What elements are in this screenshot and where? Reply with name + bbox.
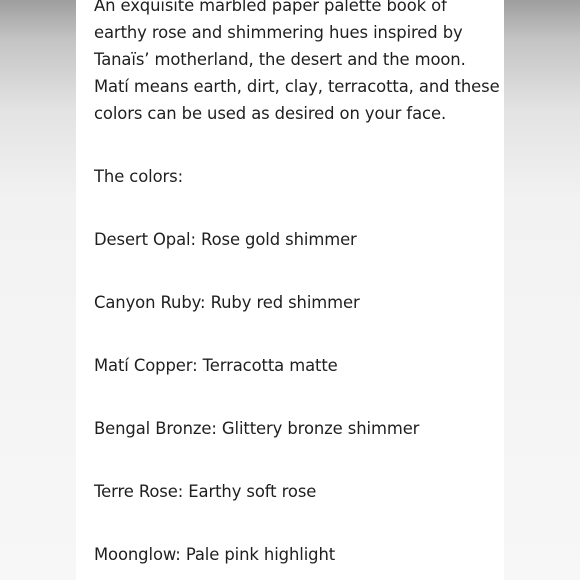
description-line: An exquisite marbled paper palette book of [94,0,447,15]
colors-heading: The colors: [94,167,184,186]
shade-canyon-ruby: Canyon Ruby: Ruby red shimmer [94,293,360,312]
description-content [94,0,500,568]
shade-desert-opal: Desert Opal: Rose gold shimmer [94,230,357,249]
shade-mati-copper: Matí Copper: Terracotta matte [94,356,338,375]
description-line: Matí means earth, dirt, clay, terracotta, and these [94,77,500,96]
shade-terre-rose: Terre Rose: Earthy soft rose [94,482,317,501]
description-line: Tanaïs’ motherland, the desert and the moon. [94,50,466,69]
description-line: earthy rose and shimmering hues inspired by [94,23,463,42]
description-line: colors can be used as desired on your face. [94,104,447,123]
shade-moonglow: Moonglow: Pale pink highlight [94,545,336,564]
product-description [94,0,500,127]
shade-bengal-bronze: Bengal Bronze: Glittery bronze shimmer [94,419,420,438]
description-card [76,0,504,580]
